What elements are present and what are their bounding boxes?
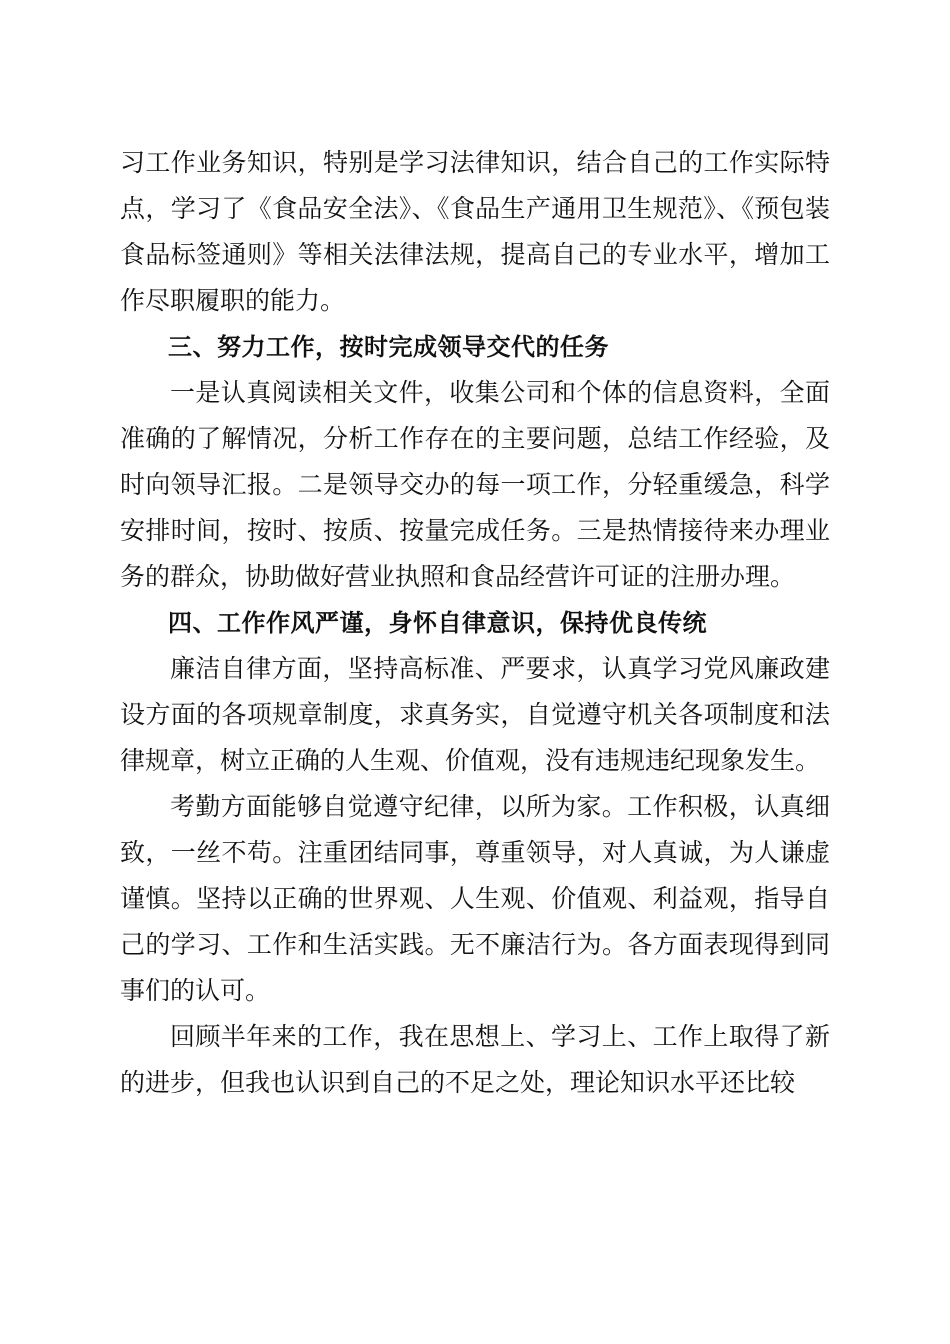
section-heading-3: 三、努力工作，按时完成领导交代的任务 xyxy=(168,333,609,361)
paragraph-integrity: 廉洁自律方面，坚持高标准、严要求，认真学习党风廉政建设方面的各项规章制度，求真务实，自觉遵守机关各项制度和法律规章，树立正确的人生观、价值观，没有违规违纪现象发生。 xyxy=(120,654,830,775)
paragraph-review: 回顾半年来的工作，我在思想上、学习上、工作上取得了新的进步，但我也认识到自己的不足之处，理论知识水平还比较 xyxy=(120,1022,830,1097)
paragraph-continued: 习工作业务知识，特别是学习法律知识，结合自己的工作实际特点，学习了《食品安全法》、《食品生产通用卫生规范》、《预包装食品标签通则》等相关法律法规，提高自己的专业水平，增加工作尽职履职的能力。 xyxy=(120,148,830,315)
document-body xyxy=(120,140,830,1106)
paragraph-attendance: 考勤方面能够自觉遵守纪律，以所为家。工作积极，认真细致，一丝不苟。注重团结同事，尊重领导，对人真诚，为人谦虚谨慎。坚持以正确的世界观、人生观、价值观、利益观，指导自己的学习、工作和生活实践。无不廉洁行为。各方面表现得到同事们的认可。 xyxy=(120,792,830,1005)
paragraph-tasks: 一是认真阅读相关文件，收集公司和个体的信息资料，全面准确的了解情况，分析工作存在的主要问题，总结工作经验，及时向领导汇报。二是领导交办的每一项工作，分轻重缓急，科学安排时间，按时、按质、按量完成任务。三是热情接待来办理业务的群众，协助做好营业执照和食品经营许可证的注册办理。 xyxy=(120,378,830,591)
section-heading-4: 四、工作作风严谨，身怀自律意识，保持优良传统 xyxy=(168,609,707,637)
